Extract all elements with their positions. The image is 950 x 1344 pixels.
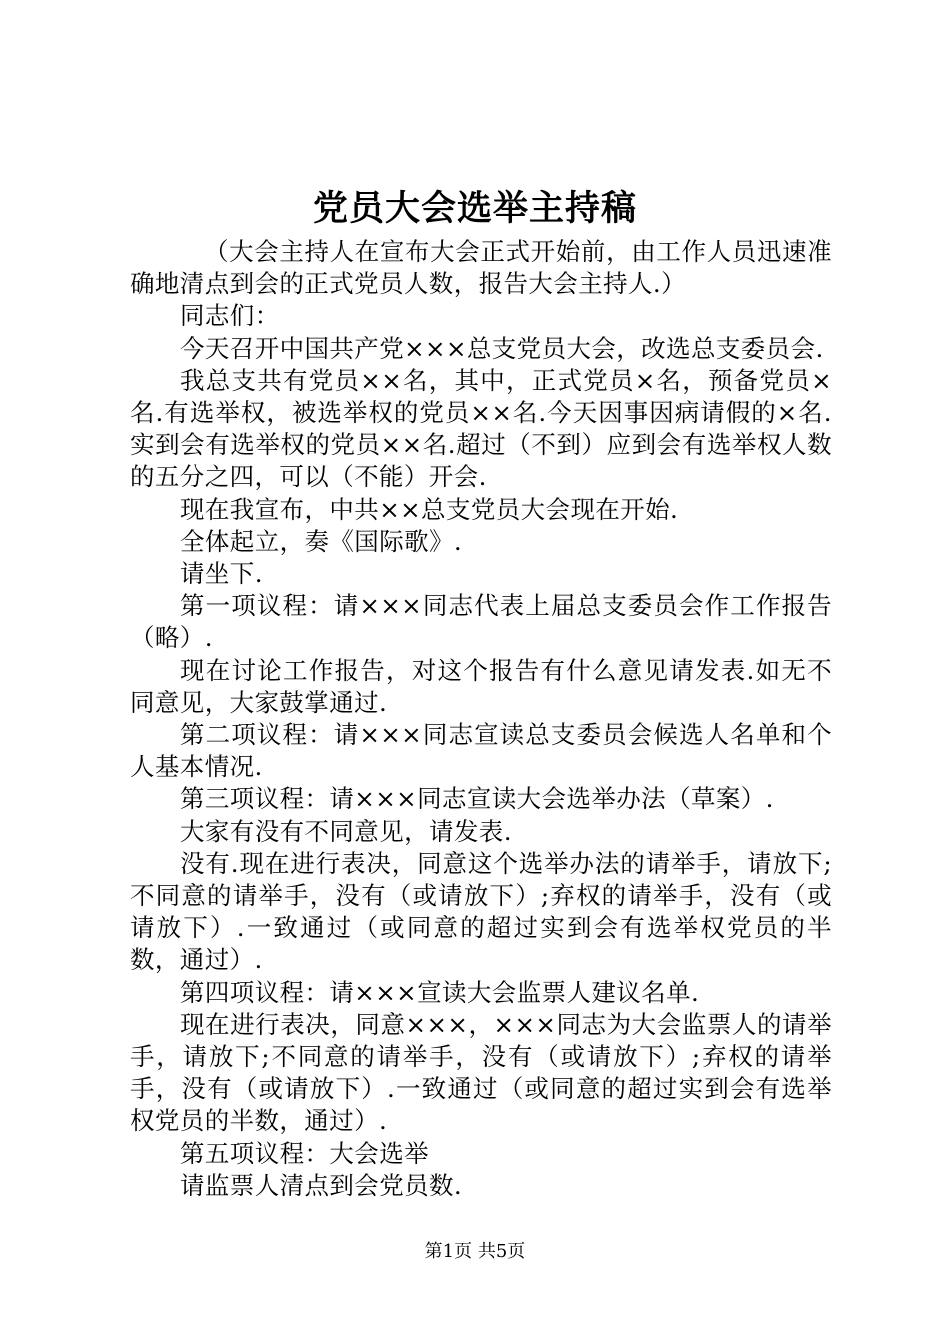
paragraph-announcement: 现在我宣布，中共××总支党员大会现在开始.	[180, 494, 679, 524]
paragraph-agenda-1: 第一项议程：请×××同志代表上届总支委员会作工作报告（略）.	[130, 591, 832, 653]
paragraph-opening: 今天召开中国共产党×××总支党员大会，改选总支委员会.	[180, 333, 824, 363]
paragraph-be-seated: 请坐下.	[180, 559, 263, 589]
paragraph-agenda-3: 第三项议程：请×××同志宣读大会选举办法（草案）.	[180, 784, 774, 814]
page-title: 党员大会选举主持稿	[312, 188, 637, 229]
paragraph-attendance: 我总支共有党员××名，其中，正式党员×名，预备党员×名.有选举权，被选举权的党员××名.今天因事因病请假的×名.实到会有选举权的党员××名.超过（不到）应到会有选举权人数的五分之四，可以（不能）开会.	[130, 365, 832, 492]
paragraph-vote-scrutineers: 现在进行表决，同意×××，×××同志为大会监票人的请举手，请放下;不同意的请举手，没有（或请放下）;弃权的请举手，没有（或请放下）.一致通过（或同意的超过实到会有选举权党员的半数，通过）.	[130, 1009, 832, 1136]
paragraph-agenda-5: 第五项议程：大会选举	[180, 1138, 429, 1168]
page-footer: 第1页 共5页	[424, 1241, 526, 1262]
paragraph-salutation: 同志们：	[180, 301, 280, 331]
document-body	[130, 236, 832, 1202]
paragraph-anthem: 全体起立，奏《国际歌》.	[180, 526, 463, 556]
paragraph-intro-note: （大会主持人在宣布大会正式开始前，由工作人员迅速准确地清点到会的正式党员人数，报告大会主持人.）	[130, 237, 832, 299]
paragraph-vote-method: 没有.现在进行表决，同意这个选举办法的请举手，请放下;不同意的请举手，没有（或请放下）;弃权的请举手，没有（或请放下）.一致通过（或同意的超过实到会有选举权党员的半数，通过）.	[130, 848, 832, 975]
paragraph-agenda-4: 第四项议程：请×××宣读大会监票人建议名单.	[180, 977, 700, 1007]
paragraph-agenda-2: 第二项议程：请×××同志宣读总支委员会候选人名单和个人基本情况.	[130, 720, 832, 782]
paragraph-discussion: 现在讨论工作报告，对这个报告有什么意见请发表.如无不同意见，大家鼓掌通过.	[130, 655, 832, 717]
paragraph-opinions: 大家有没有不同意见，请发表.	[180, 816, 512, 846]
paragraph-count-members: 请监票人清点到会党员数.	[180, 1170, 463, 1200]
